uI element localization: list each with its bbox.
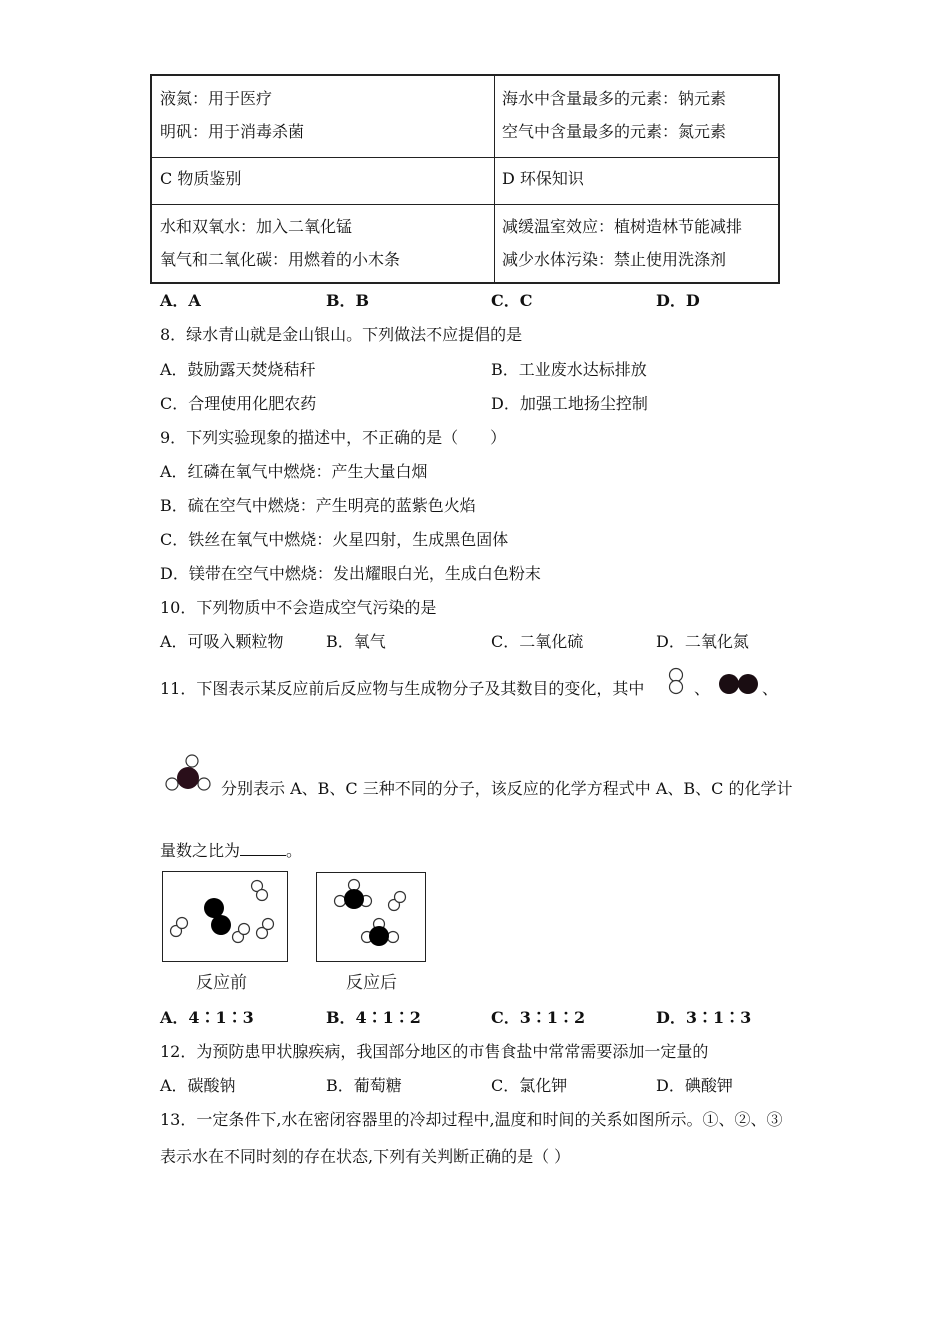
table-cell-r1-right-line2: 空气中含量最多的元素：氮元素 — [502, 122, 727, 141]
q9-stem: 9．下列实验现象的描述中，不正确的是（ ） — [160, 428, 507, 447]
molecule-a-atom — [263, 919, 274, 930]
q9-option-b[interactable]: B．硫在空气中燃烧：产生明亮的蓝紫色火焰 — [160, 496, 476, 515]
q12-option-a[interactable]: A．碳酸钠 — [160, 1076, 236, 1095]
q8-stem: 8．绿水青山就是金山银山。下列做法不应提倡的是 — [160, 325, 523, 344]
q8-option-d[interactable]: D．加强工地扬尘控制 — [491, 394, 648, 413]
molecule-c — [335, 880, 372, 910]
molecule-a-atom — [177, 918, 188, 929]
q11-option-b[interactable]: B．4∶1∶2 — [326, 1008, 421, 1027]
molecule-a-atom — [257, 890, 268, 901]
q8-option-c[interactable]: C．合理使用化肥农药 — [160, 394, 317, 413]
q11-separator-2: 、 — [762, 679, 779, 698]
table-cell-r1-right-line1: 海水中含量最多的元素：钠元素 — [502, 89, 727, 108]
q11-stem-part3: 量数之比为 — [160, 841, 241, 860]
molecule-b-atom — [211, 915, 231, 935]
q13-stem-line2: 表示水在不同时刻的存在状态,下列有关判断正确的是（ ） — [160, 1147, 571, 1166]
table-cell-r1-left-line1: 液氮：用于医疗 — [160, 89, 273, 108]
q11-separator-1: 、 — [694, 679, 711, 698]
caption-before: 反应前 — [196, 973, 247, 993]
q11-stem-part4: 。 — [286, 841, 303, 860]
table-cell-r3-right-line2: 减少水体污染：禁止使用洗涤剂 — [502, 250, 727, 269]
q11-option-a[interactable]: A．4∶1∶3 — [160, 1008, 254, 1027]
table-divider-vertical — [494, 76, 495, 282]
molecule-c — [362, 919, 399, 947]
q12-option-d[interactable]: D．碘酸钾 — [656, 1076, 733, 1095]
q13-stem-line1: 13．一定条件下,水在密闭容器里的冷却过程中,温度和时间的关系如图所示。①、②、③ — [160, 1110, 783, 1129]
q7-option-d[interactable]: D．D — [656, 291, 700, 310]
q11-stem-part2: 分别表示 A、B、C 三种不同的分子，该反应的化学方程式中 A、B、C 的化学计 — [221, 779, 793, 798]
q10-option-a[interactable]: A．可吸入颗粒物 — [160, 632, 284, 651]
molecule-c-icon — [164, 753, 214, 793]
molecule-a — [389, 892, 406, 911]
table-cell-r2-right: D 环保知识 — [502, 169, 584, 188]
q10-option-c[interactable]: C．二氧化硫 — [491, 632, 584, 651]
q7-option-a[interactable]: A．A — [160, 291, 201, 310]
q8-option-b[interactable]: B．工业废水达标排放 — [491, 360, 647, 379]
q7-option-b[interactable]: B．B — [326, 291, 370, 310]
molecule-b-icon — [718, 672, 762, 696]
caption-after: 反应后 — [346, 973, 397, 993]
table-cell-r1-left-line2: 明矾：用于消毒杀菌 — [160, 122, 305, 141]
q12-option-b[interactable]: B．葡萄糖 — [326, 1076, 402, 1095]
q11-stem-part1: 11．下图表示某反应前后反应物与生成物分子及其数目的变化，其中 — [160, 679, 645, 698]
molecule-a-icon — [664, 666, 688, 696]
q9-option-c[interactable]: C．铁丝在氧气中燃烧：火星四射，生成黑色固体 — [160, 530, 509, 549]
table-cell-r3-left-line2: 氧气和二氧化碳：用燃着的小木条 — [160, 250, 401, 269]
q9-option-a[interactable]: A．红磷在氧气中燃烧：产生大量白烟 — [160, 462, 428, 481]
knowledge-table — [150, 74, 780, 284]
reaction-before-molecules — [162, 871, 288, 962]
q9-option-d[interactable]: D．镁带在空气中燃烧：发出耀眼白光，生成白色粉末 — [160, 564, 541, 583]
q10-option-d[interactable]: D．二氧化氮 — [656, 632, 749, 651]
q11-stem-line3 — [160, 838, 302, 861]
table-cell-r2-left: C 物质鉴别 — [160, 169, 242, 188]
q12-option-c[interactable]: C．氯化钾 — [491, 1076, 568, 1095]
q10-stem: 10．下列物质中不会造成空气污染的是 — [160, 598, 437, 617]
table-cell-r3-right-line1: 减缓温室效应：植树造林节能减排 — [502, 217, 743, 236]
table-divider-row1 — [152, 157, 778, 158]
q11-option-d[interactable]: D．3∶1∶3 — [656, 1008, 752, 1027]
q10-option-b[interactable]: B．氧气 — [326, 632, 386, 651]
q11-option-c[interactable]: C．3∶1∶2 — [491, 1008, 586, 1027]
reaction-after-molecules — [316, 872, 426, 962]
q7-option-c[interactable]: C．C — [491, 291, 533, 310]
q8-option-a[interactable]: A．鼓励露天焚烧秸秆 — [160, 360, 316, 379]
table-cell-r3-left-line1: 水和双氧水：加入二氧化锰 — [160, 217, 353, 236]
q12-stem: 12．为预防患甲状腺疾病，我国部分地区的市售食盐中常常需要添加一定量的 — [160, 1042, 709, 1061]
answer-blank[interactable] — [240, 841, 286, 856]
table-divider-row2 — [152, 204, 778, 205]
molecule-a-atom — [239, 924, 250, 935]
